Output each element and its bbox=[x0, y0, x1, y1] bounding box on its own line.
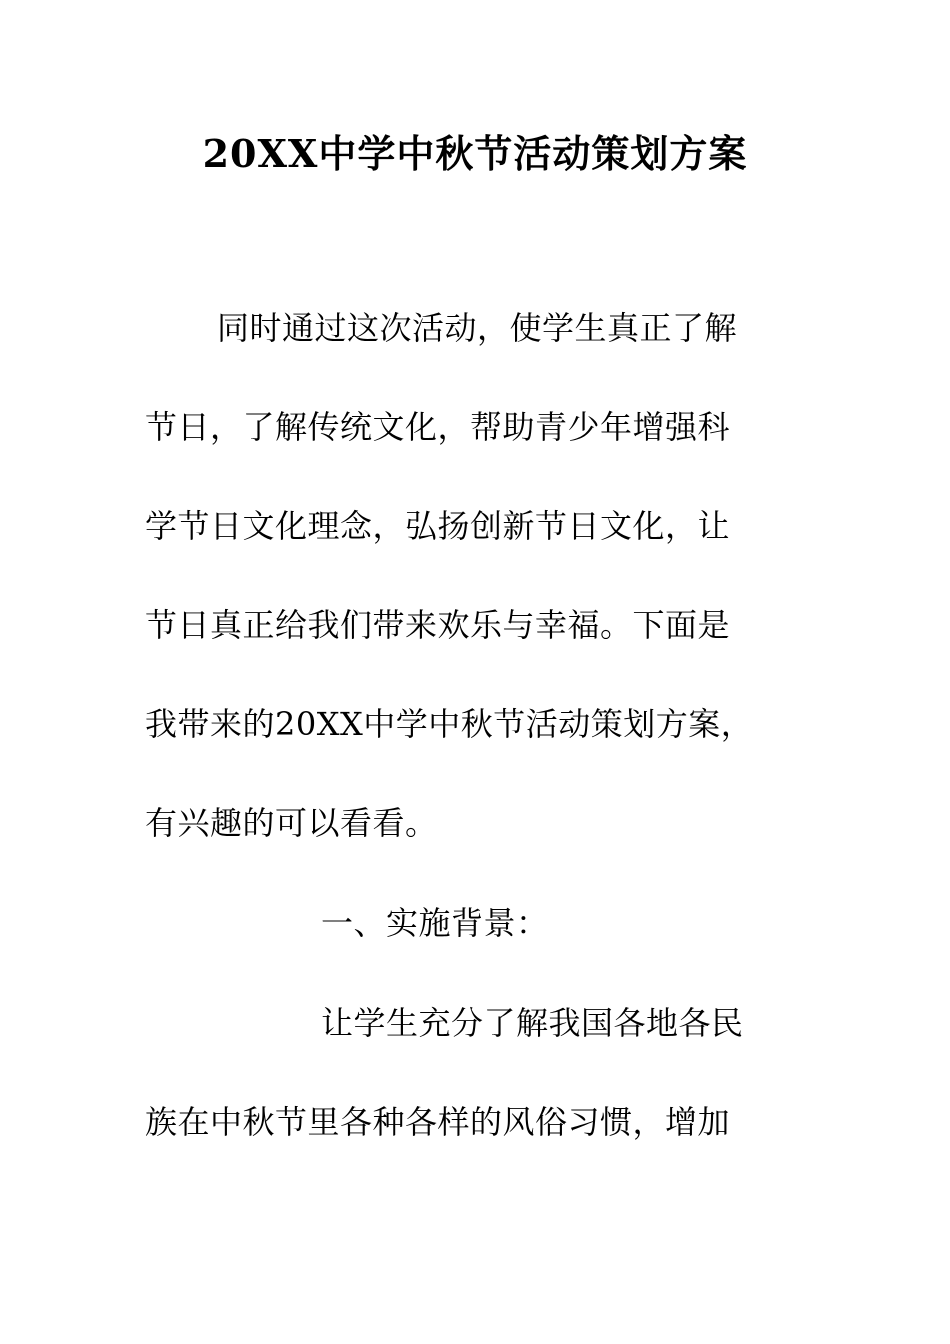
paragraph-line: 学节日文化理念，弘扬创新节日文化，让 bbox=[145, 507, 731, 545]
paragraph-line: 节日真正给我们带来欢乐与幸福。下面是 bbox=[145, 606, 731, 644]
paragraph-line: 让学生充分了解我国各地各民 bbox=[321, 1004, 744, 1042]
paragraph-line: 同时通过这次活动，使学生真正了解 bbox=[217, 309, 738, 347]
paragraph-line: 我带来的20XX中学中秋节活动策划方案， bbox=[145, 705, 754, 743]
section-heading: 一、实施背景： bbox=[321, 904, 549, 942]
paragraph-line: 有兴趣的可以看看。 bbox=[145, 804, 438, 842]
paragraph-line: 族在中秋节里各种各样的风俗习惯，增加 bbox=[145, 1103, 731, 1141]
paragraph-line: 节日，了解传统文化，帮助青少年增强科 bbox=[145, 408, 731, 446]
document-title: 20XX中学中秋节活动策划方案 bbox=[202, 131, 748, 176]
